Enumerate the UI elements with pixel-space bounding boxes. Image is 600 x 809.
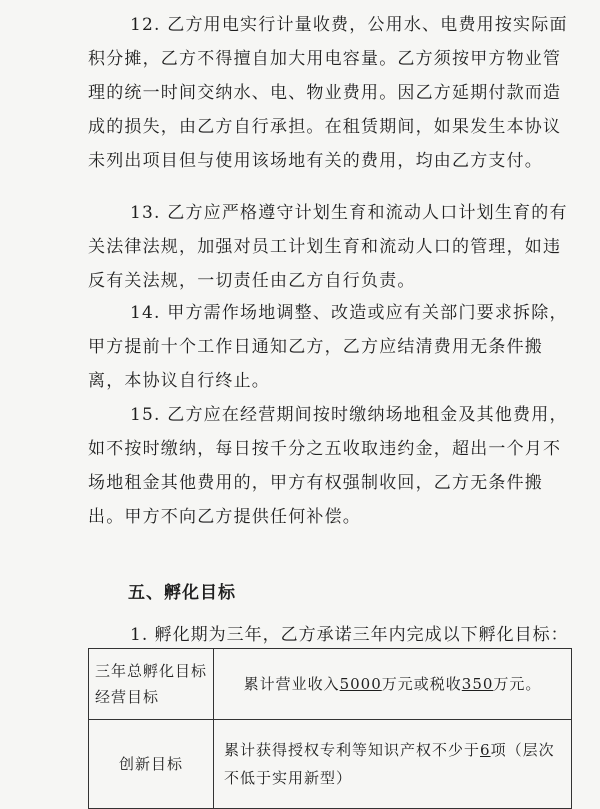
clause-14: 14. 甲方需作场地调整、改造或应有关部门要求拆除，甲方提前十个工作日通知乙方，乙方应结清费用无条件搬离，本协议自行终止。 bbox=[88, 303, 568, 391]
goal-text: 项（层次不低于实用新型） bbox=[224, 741, 555, 787]
clause-12: 12. 乙方用电实行计量收费，公用水、电费用按实际面积分摊，乙方不得擅自加大用电容量。乙方须按甲方物业管理的统一时间交纳水、电、物业费用。因乙方延期付款而造成的损失，由乙方自行承担。在租赁期间，如果发生本协议未列出项目但与使用该场地有关的费用，均由乙方支付。 bbox=[88, 15, 568, 171]
goal-label-operation: 三年总孵化目标经营目标 bbox=[89, 649, 214, 720]
tax-amount: 350 bbox=[461, 675, 494, 693]
goal-text: 万元。 bbox=[493, 675, 542, 693]
goal-text: 累计营业收入 bbox=[243, 675, 340, 693]
goal-value-innovation bbox=[214, 720, 572, 809]
clause-15: 15. 乙方应在经营期间按时缴纳场地租金及其他费用，如不按时缴纳，每日按千分之五收取违约金，超出一个月不场地租金其他费用的，甲方有权强制收回，乙方无条件搬出。甲方不向乙方提供任何补偿。 bbox=[88, 405, 568, 527]
patent-count: 6 bbox=[480, 741, 491, 759]
goal-label-innovation: 创新目标 bbox=[89, 720, 214, 809]
section-item-1: 1. 孵化期为三年，乙方承诺三年内完成以下孵化目标： bbox=[130, 625, 569, 645]
goals-table bbox=[88, 648, 572, 809]
section-title: 五、孵化目标 bbox=[128, 583, 236, 603]
goal-text: 累计获得授权专利等知识产权不少于 bbox=[224, 741, 481, 759]
clause-13: 13. 乙方应严格遵守计划生育和流动人口计划生育的有关法律法规，加强对员工计划生育和流动人口的管理，如违反有关法规，一切责任由乙方自行负责。 bbox=[88, 203, 568, 291]
table-row bbox=[89, 720, 572, 809]
table-row bbox=[89, 649, 572, 720]
goal-text: 万元或税收 bbox=[381, 675, 462, 693]
goal-value-operation bbox=[214, 649, 572, 720]
revenue-amount: 5000 bbox=[339, 675, 382, 693]
